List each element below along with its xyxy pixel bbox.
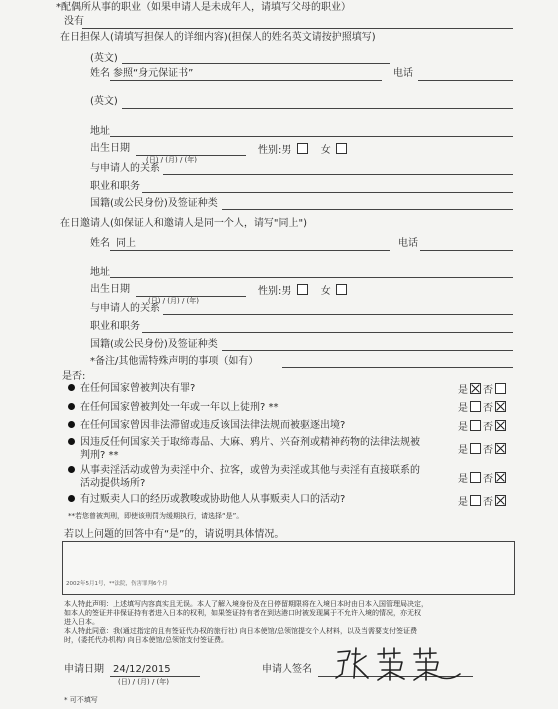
question-2-text: 在任何国家曾被判处一年或一年以上徒刑? ** <box>80 402 279 413</box>
guarantor-male-label: 性别:男 <box>258 145 292 156</box>
declaration-line-2: 如本人的签证并非保证持有者进入日本的权利，如果签证持有者在到达港口时被发现属于不允许入境的情况，亦无权 <box>64 609 421 617</box>
guarantor-english-label: (英文) <box>90 53 118 64</box>
inviter-name-label: 姓名 <box>90 238 110 249</box>
spouse-occupation-value: 没有 <box>64 16 84 27</box>
guarantor-english-line[interactable] <box>122 63 390 64</box>
no-label: 否 <box>483 422 493 433</box>
question-3-answer <box>458 418 508 433</box>
declaration-line-5: 时，(委托代办机构) 向日本使馆/总领馆支付签证费。 <box>64 636 229 644</box>
guarantor-sex-field <box>258 143 349 157</box>
guarantor-name-value: 参照“身元保证书” <box>113 68 194 79</box>
guarantor-name-line[interactable] <box>110 80 382 81</box>
bullet-icon <box>68 466 75 473</box>
questions-footnote: **若您曾被判刑，即使该刑罚为缓期执行，请选择“是”。 <box>68 512 244 520</box>
inviter-job-label: 职业和职务 <box>90 321 140 332</box>
details-content: 2002年5月1号，**法院，伤害罪判6个月 <box>66 581 168 587</box>
application-date-label: 申请日期 <box>64 664 104 675</box>
question-3-text: 在任何国家曾因非法滞留或违反该国法律法规而被驱逐出境? <box>80 420 346 431</box>
field-line[interactable] <box>82 28 513 29</box>
inviter-relation-line[interactable] <box>163 314 513 315</box>
guarantor-english2-label: (英文) <box>90 96 118 107</box>
no-label: 否 <box>483 403 493 414</box>
guarantor-address-label: 地址 <box>90 126 110 137</box>
question-2-yes-checkbox[interactable] <box>470 401 481 412</box>
guarantor-male-checkbox[interactable] <box>297 143 308 154</box>
guarantor-name-label: 姓名 <box>90 68 110 79</box>
guarantor-address-line[interactable] <box>110 136 513 137</box>
inviter-nationality-line[interactable] <box>222 350 513 351</box>
question-6-text: 有过贩卖人口的经历或教唆或协助他人从事贩卖人口的活动? <box>80 494 346 505</box>
question-5-yes-checkbox[interactable] <box>470 472 481 483</box>
question-1 <box>68 383 195 395</box>
no-label: 否 <box>483 497 493 508</box>
yes-label: 是 <box>458 497 468 508</box>
no-label: 否 <box>483 445 493 456</box>
signature-handwriting <box>330 644 470 684</box>
question-4-text: 因违反任何国家关于取缔毒品、大麻、鸦片、兴奋剂或精神药物的法律法规被 <box>80 437 420 448</box>
inviter-remarks-label: *备注/其他需特殊声明的事项（如有） <box>90 356 259 367</box>
question-5-text: 从事卖淫活动或曾为卖淫中介、拉客，或曾为卖淫或其他与卖淫有直接联系的 <box>80 465 420 476</box>
yes-label: 是 <box>458 445 468 456</box>
guarantor-relation-line[interactable] <box>163 174 513 175</box>
bullet-icon <box>68 384 75 391</box>
question-6-answer <box>458 493 508 508</box>
bullet-icon <box>68 403 75 410</box>
question-3 <box>68 420 345 432</box>
inviter-nationality-label: 国籍(或公民身份)及签证种类 <box>90 339 218 350</box>
guarantor-phone-label: 电话 <box>393 68 413 79</box>
inviter-name-value: 同上 <box>116 238 136 249</box>
spouse-occupation-label: *配偶所从事的职业（如果申请人是未成年人，请填写父母的职业） <box>56 2 351 13</box>
inviter-phone-line[interactable] <box>420 250 513 251</box>
inviter-dob-label: 出生日期 <box>90 284 130 295</box>
inviter-female-label: 女 <box>320 286 331 297</box>
guarantor-heading: 在日担保人(请填写担保人的详细内容)(担保人的姓名英文请按护照填写) <box>60 32 376 43</box>
bullet-icon <box>68 438 75 445</box>
question-2-no-checkbox[interactable] <box>495 401 506 412</box>
guarantor-dob-hint: (日) / (月) / (年) <box>146 156 198 164</box>
inviter-female-checkbox[interactable] <box>336 284 347 295</box>
question-1-text: 在任何国家曾被判决有罪? <box>80 383 196 394</box>
no-label: 否 <box>483 385 493 396</box>
inviter-dob-hint: (日) / (月) / (年) <box>148 297 200 305</box>
guarantor-relation-label: 与申请人的关系 <box>90 163 160 174</box>
guarantor-job-line[interactable] <box>142 192 513 193</box>
question-4-answer <box>458 441 508 456</box>
application-date-hint: (日) / (月) / (年) <box>118 678 170 686</box>
inviter-remarks-line[interactable] <box>282 367 513 368</box>
application-date-value: 24/12/2015 <box>113 664 171 675</box>
guarantor-phone-line[interactable] <box>418 80 513 81</box>
question-3-yes-checkbox[interactable] <box>470 420 481 431</box>
question-4-yes-checkbox[interactable] <box>470 443 481 454</box>
yes-label: 是 <box>458 385 468 396</box>
inviter-phone-label: 电话 <box>398 238 418 249</box>
question-5-no-checkbox[interactable] <box>495 472 506 483</box>
question-6 <box>68 494 345 506</box>
details-label: 若以上问题的回答中有“是”的，请说明具体情况。 <box>64 529 285 540</box>
bottom-note: * 可不填写 <box>64 696 98 704</box>
declaration-line-3: 进入日本。 <box>64 618 99 626</box>
guarantor-job-label: 职业和职务 <box>90 181 140 192</box>
question-4 <box>68 437 420 449</box>
question-6-yes-checkbox[interactable] <box>470 495 481 506</box>
question-1-answer <box>458 381 508 396</box>
inviter-heading: 在日邀请人(如保证人和邀请人是同一个人，请写"同上") <box>60 218 308 229</box>
guarantor-dob-label: 出生日期 <box>90 143 130 154</box>
question-5-text2: 活动提供场所? <box>80 478 146 489</box>
inviter-address-line[interactable] <box>110 277 513 278</box>
inviter-relation-label: 与申请人的关系 <box>90 303 160 314</box>
question-5 <box>68 465 420 477</box>
questions-heading: 是否: <box>62 371 86 382</box>
inviter-sex-field <box>258 284 349 298</box>
yes-label: 是 <box>458 422 468 433</box>
question-2 <box>68 402 279 414</box>
guarantor-female-checkbox[interactable] <box>336 143 347 154</box>
inviter-male-checkbox[interactable] <box>297 284 308 295</box>
question-2-answer <box>458 399 508 414</box>
application-date-line[interactable] <box>110 676 200 677</box>
question-3-no-checkbox[interactable] <box>495 420 506 431</box>
question-1-no-checkbox[interactable] <box>495 383 506 394</box>
inviter-job-line[interactable] <box>142 332 513 333</box>
guarantor-nationality-label: 国籍(或公民身份)及签证种类 <box>90 198 218 209</box>
inviter-male-label: 性别:男 <box>258 286 292 297</box>
details-textarea[interactable] <box>62 541 515 595</box>
declaration-line-1: 本人特此声明：上述填写内容真实且无误。本人了解入境身份及在日停留期限将在入境日本时由日本入国管理局决定， <box>64 600 428 608</box>
no-label: 否 <box>483 474 493 485</box>
yes-label: 是 <box>458 403 468 414</box>
guarantor-english2-line[interactable] <box>122 108 513 109</box>
guarantor-female-label: 女 <box>320 145 331 156</box>
declaration-line-4: 本人特此同意：我(通过指定的且有签证代办权的旅行社) 向日本使馆/总领馆提交个人材料，以及当需要支付签证费 <box>64 627 418 635</box>
inviter-address-label: 地址 <box>90 267 110 278</box>
yes-label: 是 <box>458 474 468 485</box>
guarantor-nationality-line[interactable] <box>222 209 513 210</box>
signature-label: 申请人签名 <box>262 664 312 675</box>
question-1-yes-checkbox[interactable] <box>470 383 481 394</box>
bullet-icon <box>68 495 75 502</box>
bullet-icon <box>68 421 75 428</box>
question-4-no-checkbox[interactable] <box>495 443 506 454</box>
question-6-no-checkbox[interactable] <box>495 495 506 506</box>
question-5-answer <box>458 470 508 485</box>
question-4-text2: 判刑? ** <box>80 450 119 461</box>
inviter-name-line[interactable] <box>110 250 390 251</box>
